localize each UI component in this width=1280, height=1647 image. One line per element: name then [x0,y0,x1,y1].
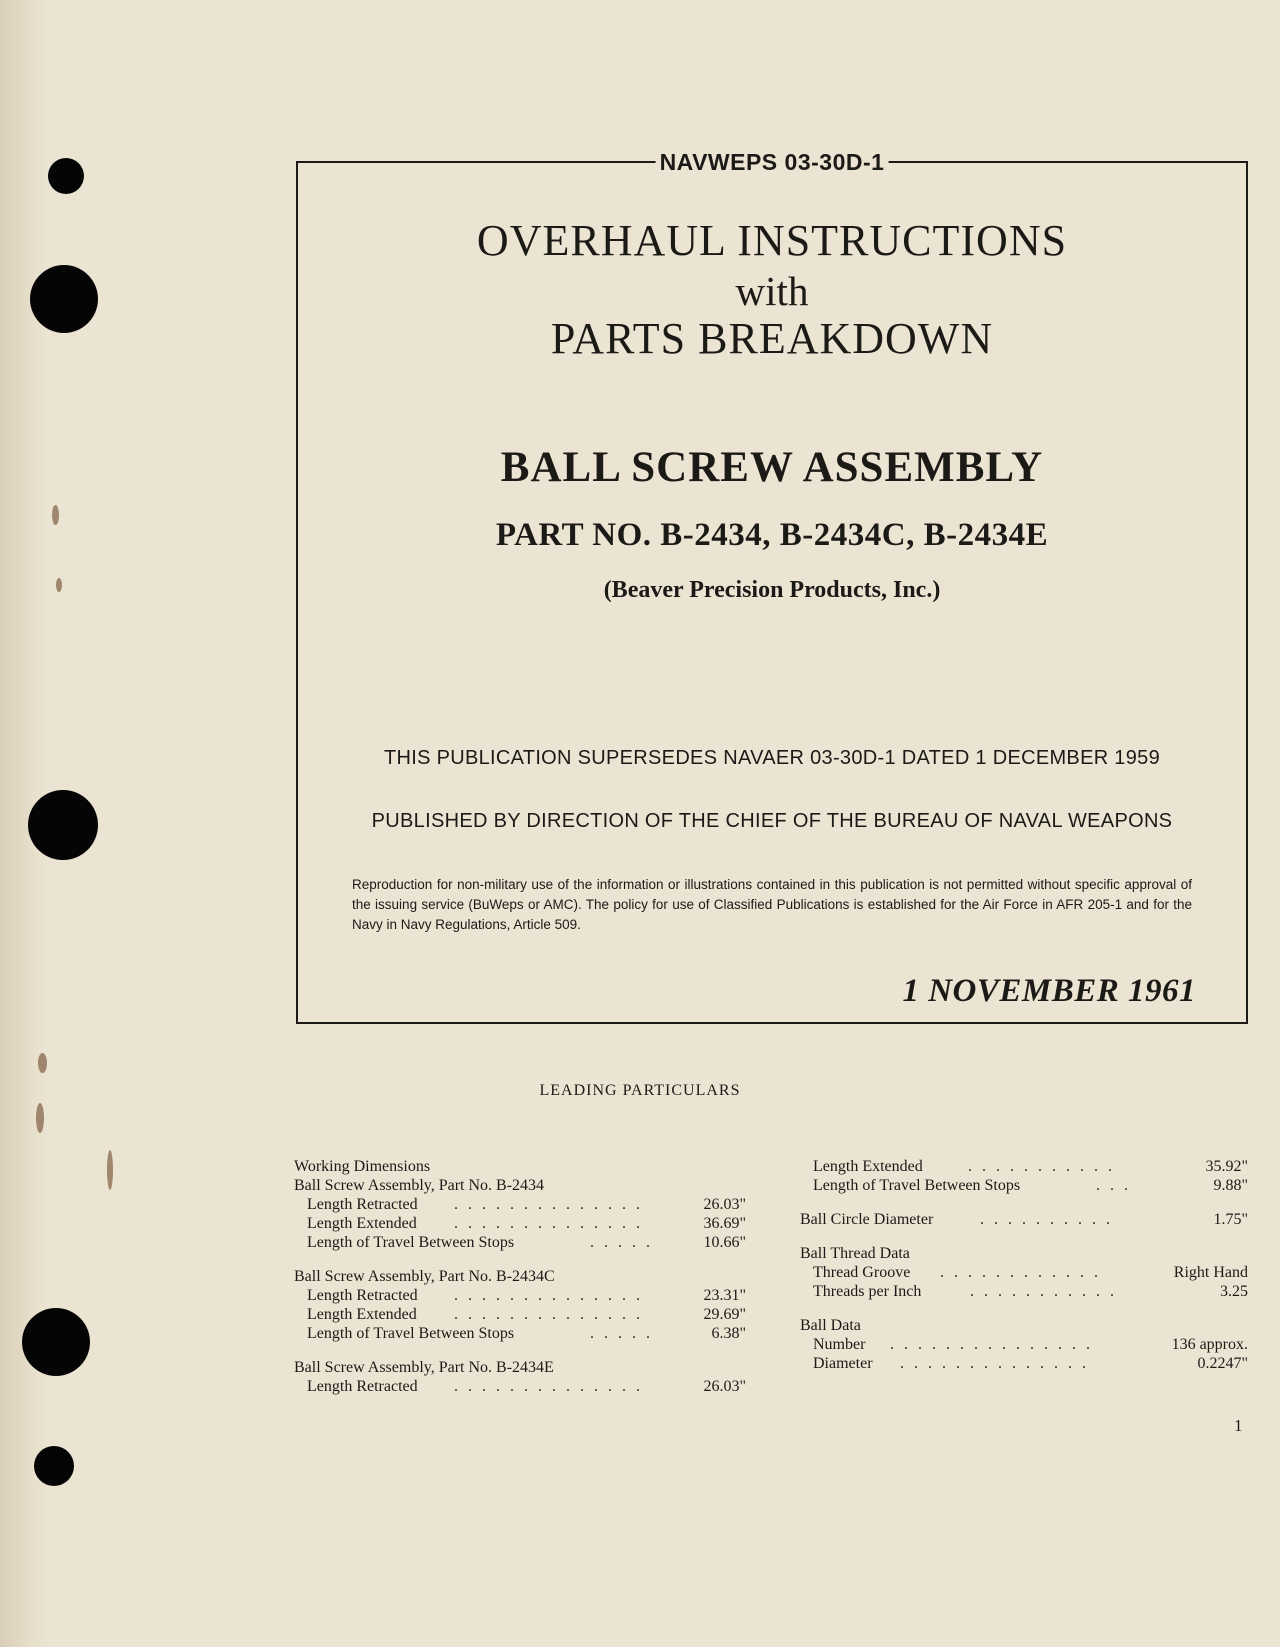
supersedes-statement: THIS PUBLICATION SUPERSEDES NAVAER 03-30D-1 DATED 1 DECEMBER 1959 [383,747,1160,769]
stain [52,505,59,525]
row-value: 35.92" [1205,1158,1248,1175]
page-number: 1 [1234,1416,1243,1435]
particular-row: Length of Travel Between Stops . . . . . 6.38" [307,1325,746,1342]
particular-row: Length Retracted . . . . . . . . . . . . . . 26.03" [307,1378,746,1395]
particular-row: Ball Circle Diameter . . . . . . . . . . 1.75" [800,1211,1248,1228]
particular-row: Diameter . . . . . . . . . . . . . . 0.2247" [813,1355,1248,1372]
stain [107,1150,113,1190]
group-title [800,1244,1248,1263]
group-title-label: Ball Screw Assembly, Part No. B-2434E [294,1359,554,1376]
document-number: NAVWEPS 03-30D-1 [656,149,889,176]
particular-row: Length of Travel Between Stops . . . 9.88" [813,1177,1248,1194]
group-title [800,1316,1248,1335]
title-line-3: PARTS BREAKDOWN [550,314,994,363]
row-value: 36.69" [703,1215,746,1232]
row-label: Thread Groove [813,1264,911,1281]
title-block [296,149,1248,1024]
working-dimensions-label: Working Dimensions [294,1158,431,1175]
row-value: 26.03" [703,1378,746,1395]
binder-hole [30,265,98,333]
row-value: 23.31" [703,1287,746,1304]
group-title-label: Ball Data [800,1317,861,1334]
section-heading [294,1157,746,1176]
published-by-statement: PUBLISHED BY DIRECTION OF THE CHIEF OF THE BUREAU OF NAVAL WEAPONS [371,810,1173,832]
particular-row: Thread Groove . . . . . . . . . . . . Right Hand [813,1264,1248,1281]
group-title-label: Ball Screw Assembly, Part No. B-2434C [294,1268,555,1285]
row-label: Length of Travel Between Stops [307,1234,515,1251]
binder-hole [34,1446,74,1486]
particular-row: Length Retracted . . . . . . . . . . . . . . 26.03" [307,1196,746,1213]
particular-row: Length Extended . . . . . . . . . . . 35.92" [813,1158,1248,1175]
row-value: 6.38" [711,1325,746,1342]
particulars-left-column [294,1157,746,1396]
row-value: 10.66" [703,1234,746,1251]
row-value: 136 approx. [1171,1336,1248,1353]
issue-date: 1 NOVEMBER 1961 [902,973,1196,1009]
row-value: 29.69" [703,1306,746,1323]
row-value: 9.88" [1213,1177,1248,1194]
group-title [294,1267,746,1286]
row-label: Threads per Inch [813,1283,922,1300]
particulars-right-column [800,1157,1248,1373]
row-value: Right Hand [1173,1264,1248,1281]
group-title-label: Ball Screw Assembly, Part No. B-2434 [294,1177,545,1194]
group-title [294,1176,746,1195]
stain [56,578,62,592]
leading-particulars-heading: LEADING PARTICULARS [539,1082,741,1099]
binder-hole [28,790,98,860]
stain [36,1103,44,1133]
row-label: Length Extended [307,1306,417,1323]
row-label: Length of Travel Between Stops [307,1325,515,1342]
group-title-label: Ball Thread Data [800,1245,910,1262]
row-label: Ball Circle Diameter [800,1211,934,1228]
row-label: Length Retracted [307,1196,418,1213]
particular-row: Length of Travel Between Stops . . . . . 10.66" [307,1234,746,1251]
stain [38,1053,47,1073]
row-value: 3.25 [1220,1283,1248,1300]
particular-row: Length Retracted . . . . . . . . . . . . . . 23.31" [307,1287,746,1304]
row-label: Number [813,1336,866,1353]
title-line-1: OVERHAUL INSTRUCTIONS [476,216,1068,265]
row-label: Length Extended [307,1215,417,1232]
row-label: Length of Travel Between Stops [813,1177,1021,1194]
reproduction-notice: Reproduction for non-military use of the information or illustrations contained in this publication is not permitted without specific approval of the issuing service (BuWeps or AMC). The policy for use of Classified Publications is established for the Air Force in AFR 205-1 and for the Navy in Navy Regulations, Article 509. [352,877,1192,932]
subject-title: BALL SCREW ASSEMBLY [500,444,1044,491]
particular-row: Length Extended . . . . . . . . . . . . . . 29.69" [307,1306,746,1323]
row-label: Length Extended [813,1158,923,1175]
particular-row: Length Extended . . . . . . . . . . . . . . 36.69" [307,1215,746,1232]
row-label: Diameter [813,1355,873,1372]
binder-hole [22,1308,90,1376]
group-title [294,1358,746,1377]
row-value: 0.2247" [1197,1355,1248,1372]
row-label: Length Retracted [307,1378,418,1395]
row-label: Length Retracted [307,1287,418,1304]
binder-hole [48,158,84,194]
particular-row: Threads per Inch . . . . . . . . . . . 3.25 [813,1283,1248,1300]
manufacturer: (Beaver Precision Products, Inc.) [603,577,941,603]
row-value: 1.75" [1213,1211,1248,1228]
row-value: 26.03" [703,1196,746,1213]
title-line-2: with [735,268,809,314]
particular-row: Number . . . . . . . . . . . . . . . 136 approx. [813,1336,1248,1353]
part-numbers: PART NO. B-2434, B-2434C, B-2434E [495,517,1049,553]
